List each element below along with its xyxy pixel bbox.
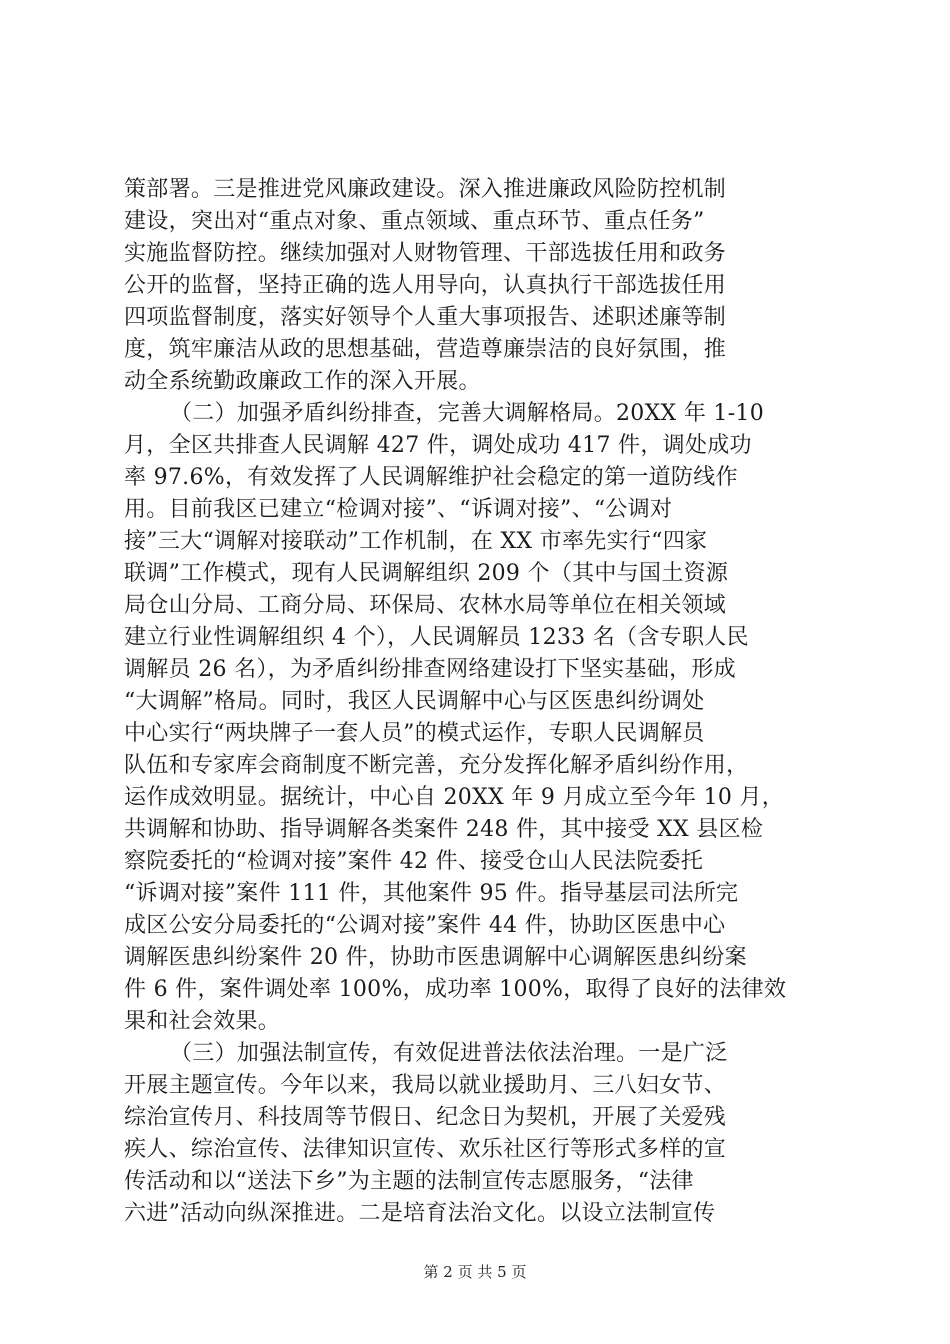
text-line: 实施监督防控。继续加强对人财物管理、干部选拔任用和政务 [124,241,727,266]
text-line: 接”三大“调解对接联动”工作机制，在 XX 市率先实行“四家 [124,529,708,554]
text-line: 察院委托的“检调对接”案件 42 件、接受仓山人民法院委托 [124,849,704,874]
text-line: 公开的监督，坚持正确的选人用导向，认真执行干部选拔任用 [124,273,727,298]
text-line: 建设，突出对“重点对象、重点领域、重点环节、重点任务” [124,209,705,234]
text-line: 共调解和协助、指导调解各类案件 248 件，其中接受 XX 县区检 [124,817,764,842]
text-line: “大调解”格局。同时，我区人民调解中心与区医患纠纷调处 [124,689,705,714]
text-line: 用。目前我区已建立“检调对接”、“诉调对接”、“公调对 [124,497,673,522]
text-line: 策部署。三是推进党风廉政建设。深入推进廉政风险防控机制 [124,177,727,202]
text-line: 果和社会效果。 [124,1009,281,1034]
text-line: 建立行业性调解组织 4 个），人民调解员 1233 名（含专职人民 [124,625,749,650]
text-line: 四项监督制度，落实好领导个人重大事项报告、述职述廉等制 [124,305,727,330]
text-line: 调解医患纠纷案件 20 件，协助市医患调解中心调解医患纠纷案 [124,945,747,970]
text-line: 传活动和以“送法下乡”为主题的法制宣传志愿服务，“法律 [124,1169,694,1194]
document-body [124,174,834,1230]
text-line: 局仓山分局、工商分局、环保局、农林水局等单位在相关领域 [124,593,727,618]
text-line: 动全系统勤政廉政工作的深入开展。 [124,369,481,394]
text-line: 件 6 件，案件调处率 100%，成功率 100%，取得了良好的法律效 [124,977,787,1002]
text-line: “诉调对接”案件 111 件，其他案件 95 件。指导基层司法所完 [124,881,739,906]
text-line: 成区公安分局委托的“公调对接”案件 44 件，协助区医患中心 [124,913,726,938]
text-line: 开展主题宣传。今年以来，我局以就业援助月、三八妇女节、 [124,1073,727,1098]
text-line: 联调”工作模式，现有人民调解组织 209 个（其中与国土资源 [124,561,729,586]
paragraph-start-line: （二）加强矛盾纠纷排查，完善大调解格局。20XX 年 1-10 [170,401,765,426]
text-line: 度，筑牢廉洁从政的思想基础，营造尊廉崇洁的良好氛围，推 [124,337,727,362]
text-line: 调解员 26 名），为矛盾纠纷排查网络建设打下坚实基础，形成 [124,657,736,682]
paragraph-start-line: （三）加强法制宣传，有效促进普法依法治理。一是广泛 [170,1041,728,1066]
text-line: 率 97.6%，有效发挥了人民调解维护社会稳定的第一道防线作 [124,465,738,490]
text-line: 疾人、综治宣传、法律知识宣传、欢乐社区行等形式多样的宣 [124,1137,727,1162]
text-line: 中心实行“两块牌子一套人员”的模式运作，专职人民调解员 [124,721,705,746]
text-line: 运作成效明显。据统计，中心自 20XX 年 9 月成立至今年 10 月， [124,785,785,810]
text-line: 月，全区共排查人民调解 427 件，调处成功 417 件，调处成功 [124,433,752,458]
page-number-footer: 第 2 页 共 5 页 [423,1263,527,1281]
text-line: 队伍和专家库会商制度不断完善，充分发挥化解矛盾纠纷作用， [124,753,749,778]
text-line: 六进”活动向纵深推进。二是培育法治文化。以设立法制宣传 [124,1201,716,1226]
text-line: 综治宣传月、科技周等节假日、纪念日为契机，开展了关爱残 [124,1105,727,1130]
